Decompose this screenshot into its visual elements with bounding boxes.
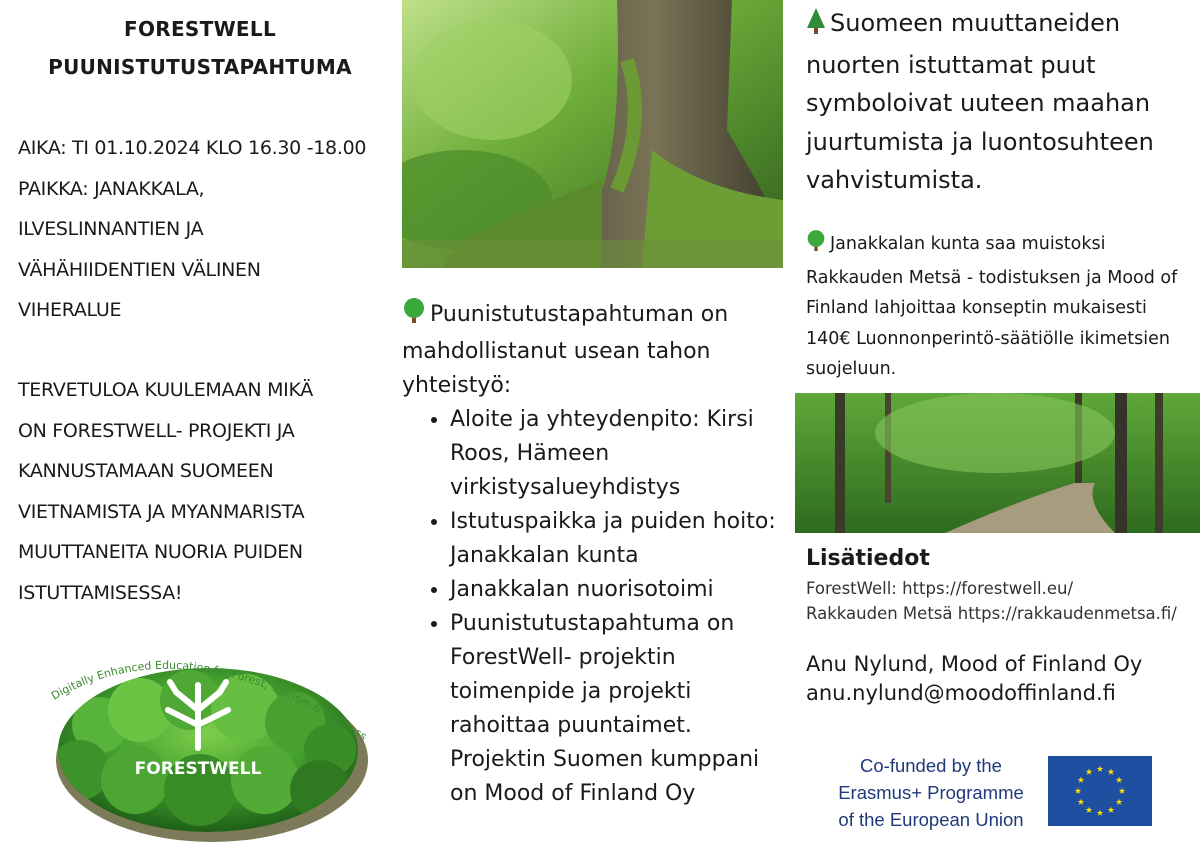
welcome-line: ISTUTTAMISESSA! bbox=[18, 581, 183, 604]
list-item: • Puunistutustapahtuma on ForestWell- projektin toimenpide ja projekti rahoittaa puuntaimet. Projektin Suomen kumppani on Mood of Finland Oy bbox=[450, 607, 782, 811]
title-line-2: PUUNISTUTUSTAPAHTUMA bbox=[48, 55, 352, 79]
cooperation-list bbox=[402, 403, 782, 811]
list-item: • Istutuspaikka ja puiden hoito: Janakkalan kunta bbox=[450, 505, 782, 573]
eu-flag-icon bbox=[1048, 756, 1152, 826]
event-info bbox=[18, 128, 398, 331]
cooperation-intro-text: Puunistutustapahtuman on mahdollistanut usean tahon yhteistyö: bbox=[402, 302, 729, 398]
evergreen-tree-icon bbox=[806, 7, 826, 46]
list-item: • Janakkalan nuorisotoimi bbox=[450, 573, 782, 607]
contact-email[interactable]: anu.nylund@moodoffinland.fi bbox=[806, 681, 1116, 705]
eu-badge-text bbox=[818, 752, 1044, 833]
eu-line: Co-funded by the bbox=[860, 755, 1002, 776]
welcome-line: VIETNAMISTA JA MYANMARISTA bbox=[18, 500, 305, 523]
links-section bbox=[806, 576, 1200, 626]
welcome-line: MUUTTANEITA NUORIA PUIDEN bbox=[18, 541, 303, 563]
title-line-1: FORESTWELL bbox=[124, 17, 276, 41]
symbolism-text bbox=[806, 4, 1196, 200]
symbolism-text-body: Suomeen muuttaneiden nuorten istuttamat puut symboloivat uuteen maahan juurtumista ja luontosuhteen vahvistumista. bbox=[806, 9, 1154, 194]
eu-cofunded-badge bbox=[812, 748, 1152, 836]
info-place-2: ILVESLINNANTIEN JA bbox=[18, 218, 204, 240]
info-place-3: VÄHÄHIIDENTIEN VÄLINEN bbox=[18, 258, 261, 281]
event-title bbox=[20, 10, 380, 86]
cooperation-section bbox=[402, 298, 782, 811]
info-place: PAIKKA: JANAKKALA, bbox=[18, 177, 205, 200]
welcome-line: TERVETULOA KUULEMAAN MIKÄ bbox=[18, 379, 313, 401]
logo-brand-text: FORESTWELL bbox=[134, 759, 262, 779]
contact-name: Anu Nylund, Mood of Finland Oy bbox=[806, 652, 1143, 676]
welcome-line: ON FORESTWELL- PROJEKTI JA bbox=[18, 419, 295, 442]
info-time: AIKA: TI 01.10.2024 KLO 16.30 -18.00 bbox=[18, 137, 367, 159]
tree-trunk-photo bbox=[402, 0, 783, 268]
contact-section bbox=[806, 650, 1200, 708]
cooperation-intro bbox=[402, 298, 782, 403]
welcome-text bbox=[18, 370, 398, 613]
eu-line: Erasmus+ Programme bbox=[838, 782, 1024, 803]
welcome-line: KANNUSTAMAAN SUOMEEN bbox=[18, 460, 274, 482]
rakkaudenmetsa-link[interactable]: Rakkauden Metsä https://rakkaudenmetsa.fi/ bbox=[806, 604, 1177, 623]
forestwell-logo bbox=[40, 630, 380, 845]
deciduous-tree-icon bbox=[402, 298, 426, 335]
eu-line: of the European Union bbox=[838, 809, 1024, 830]
logo-arc-textpath: Digitally Enhanced Education for Forest, Tourism & Wellness bbox=[49, 658, 370, 744]
forestwell-link[interactable]: ForestWell: https://forestwell.eu/ bbox=[806, 579, 1074, 598]
list-item: • Aloite ja yhteydenpito: Kirsi Roos, Hämeen virkistysalueyhdistys bbox=[450, 403, 782, 505]
info-place-4: VIHERALUE bbox=[18, 299, 122, 321]
more-info-heading: Lisätiedot bbox=[806, 546, 930, 571]
certificate-text bbox=[806, 229, 1196, 385]
forest-road-photo bbox=[795, 393, 1200, 533]
certificate-text-body: Janakkalan kunta saa muistoksi Rakkauden Metsä - todistuksen ja Mood of Finland lahjoittaa konseptin mukaisesti 140€ Luonnonperintö-säätiölle ikimetsien suojeluun. bbox=[806, 234, 1178, 379]
deciduous-tree-icon bbox=[806, 230, 826, 263]
